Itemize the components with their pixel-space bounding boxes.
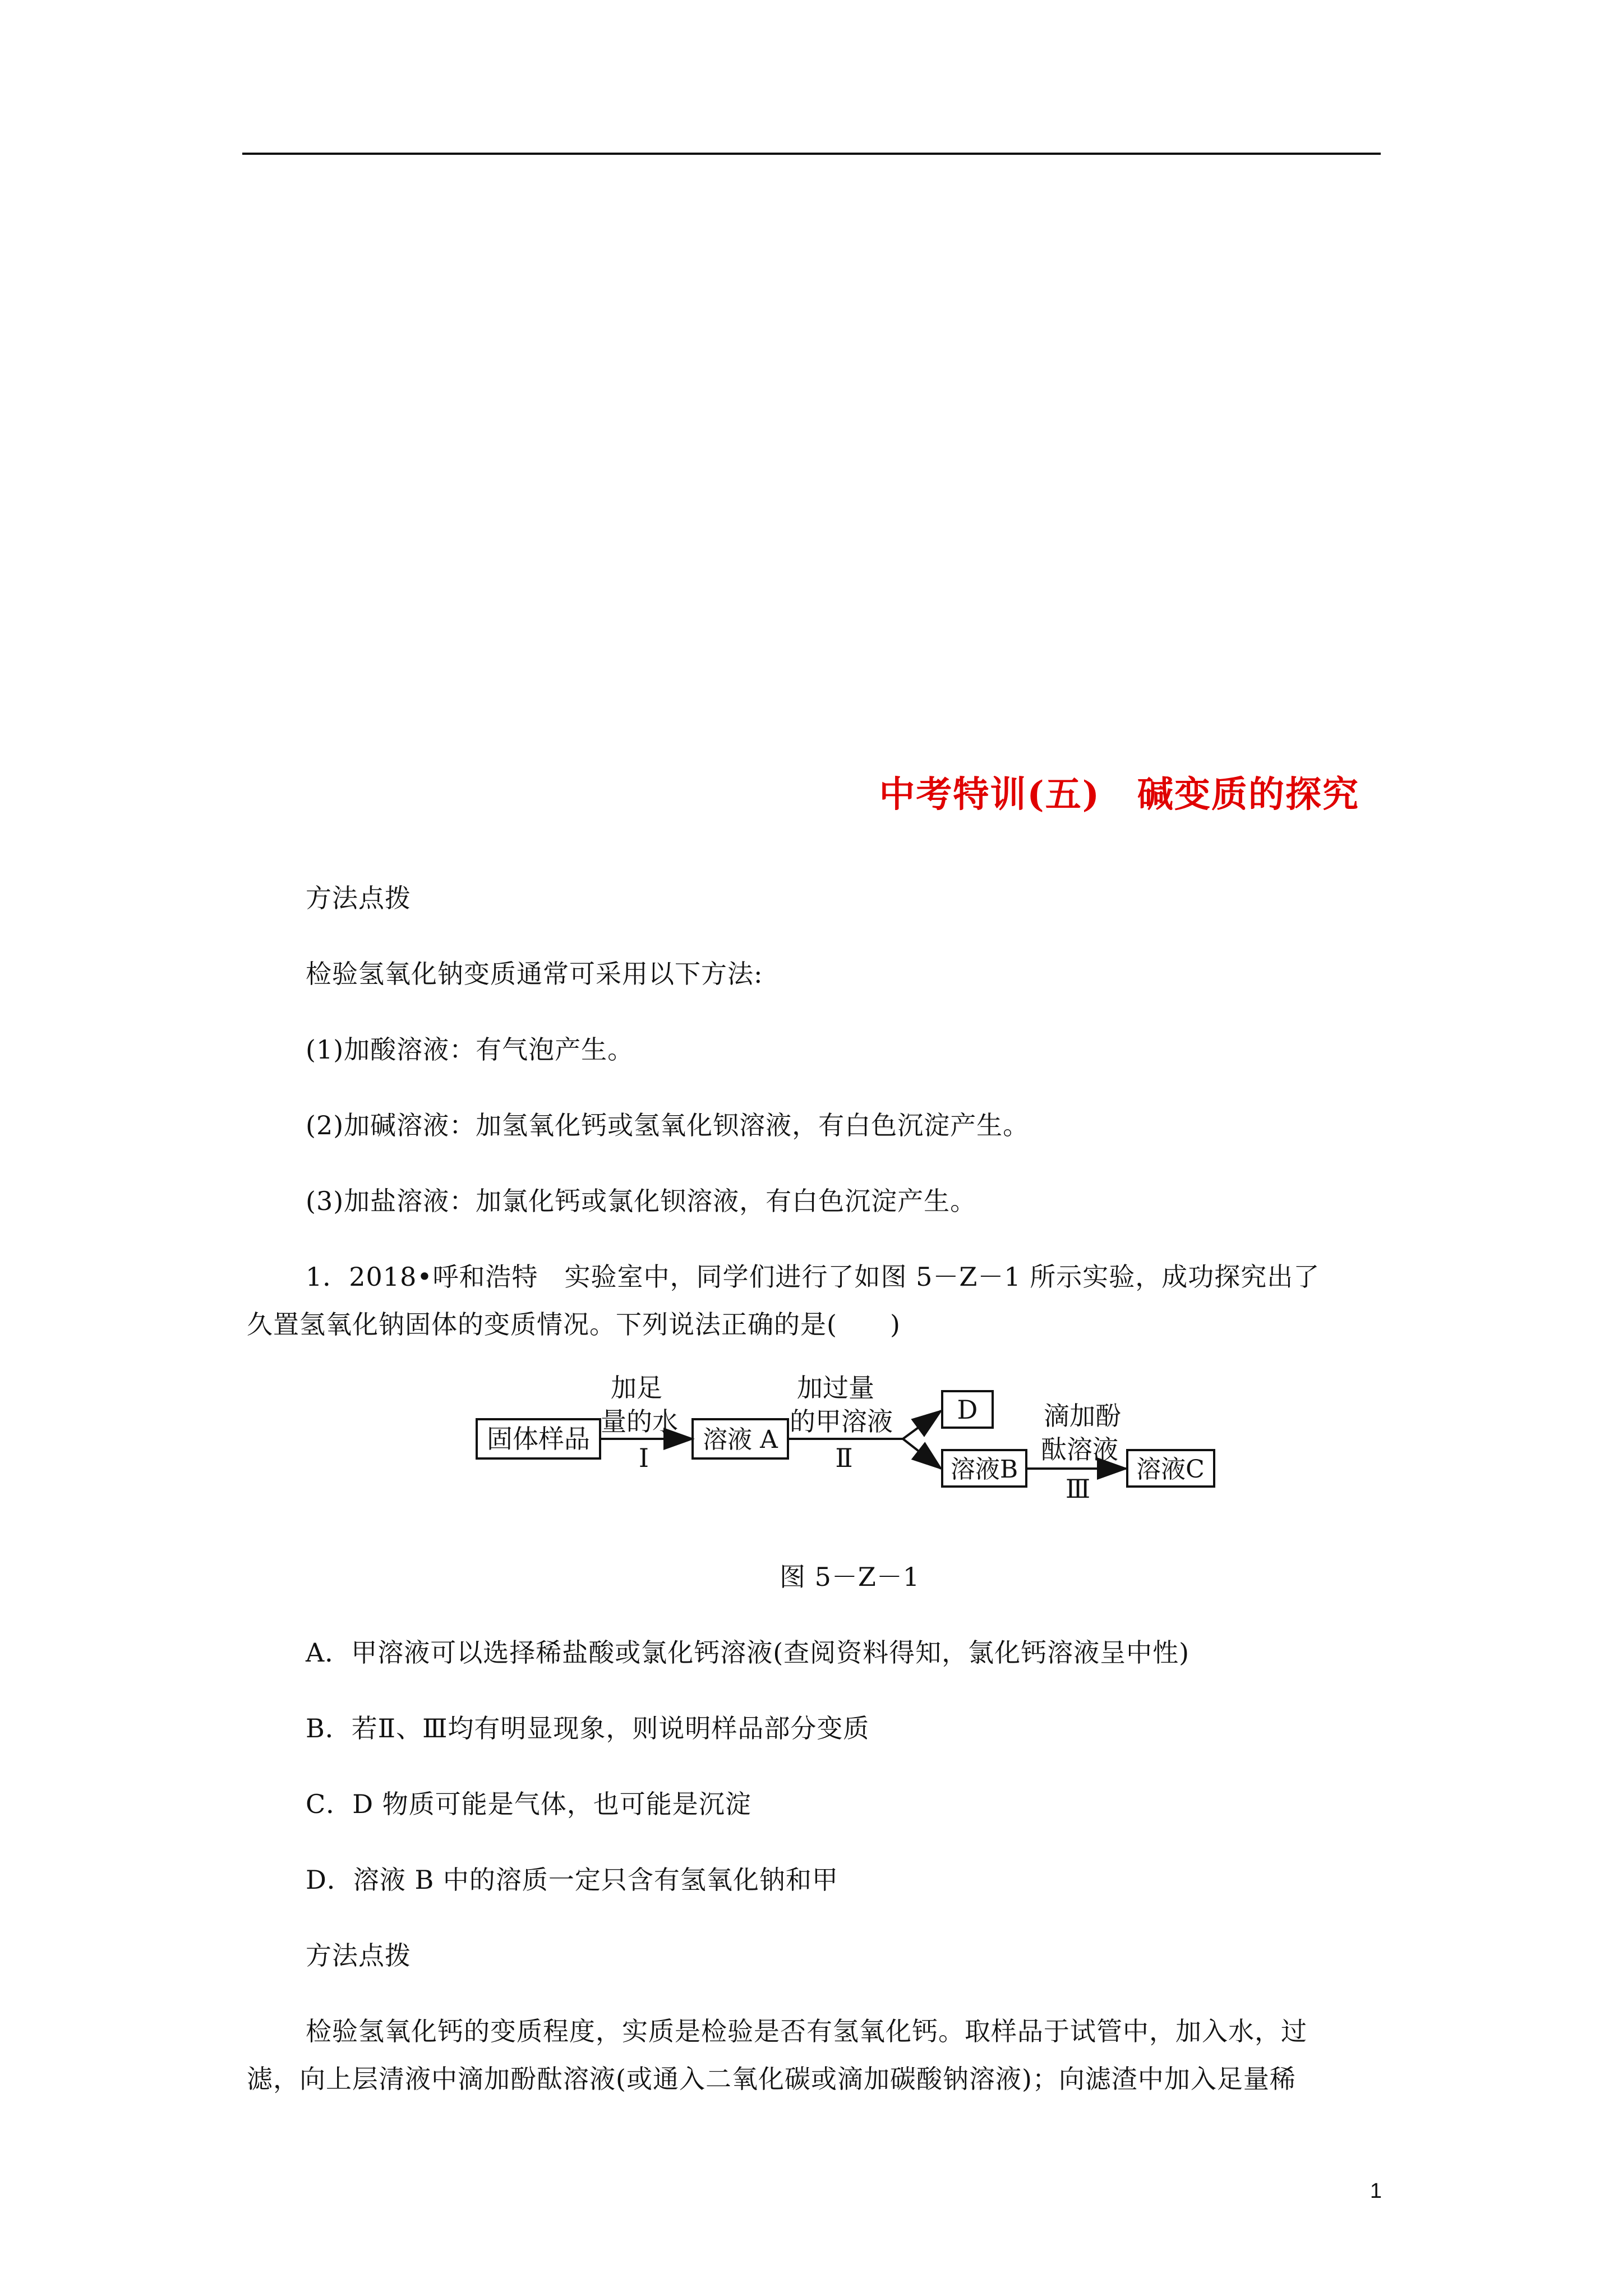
step-1-line-2: 量的水	[601, 1406, 678, 1437]
method-heading-2: 方法点拨	[306, 1940, 411, 1971]
box-solution-a-label: 溶液 A	[703, 1425, 778, 1454]
method-2-line-1: 检验氢氧化钙的变质程度，实质是检验是否有氢氧化钙。取样品于试管中，加入水，过	[306, 2016, 1307, 2046]
arrow-to-d	[903, 1411, 941, 1439]
method-heading-1: 方法点拨	[306, 883, 411, 913]
page-number: 1	[1370, 2179, 1382, 2203]
box-solution-b-label: 溶液B	[950, 1455, 1018, 1484]
flow-diagram	[471, 1369, 1223, 1554]
option-c: C．D 物质可能是气体，也可能是沉淀	[306, 1789, 751, 1819]
step-2-line-1: 加过量	[797, 1373, 874, 1403]
option-b: B．若Ⅱ、Ⅲ均有明显现象，则说明样品部分变质	[306, 1713, 870, 1743]
method-item-3: (3)加盐溶液：加氯化钙或氯化钡溶液，有白色沉淀产生。	[306, 1186, 977, 1216]
box-sample-label: 固体样品	[487, 1424, 590, 1454]
option-d: D．溶液 B 中的溶质一定只含有氢氧化钠和甲	[306, 1865, 838, 1895]
question-1-line-1: 1．2018•呼和浩特 实验室中，同学们进行了如图 5－Z－1 所示实验，成功探究出了	[306, 1262, 1320, 1292]
header-rule	[242, 153, 1381, 155]
box-d-label: D	[957, 1395, 978, 1425]
method-item-2: (2)加碱溶液：加氢氧化钙或氢氧化钡溶液，有白色沉淀产生。	[306, 1110, 1030, 1140]
step-3-number: Ⅲ	[1065, 1474, 1091, 1504]
method-2-line-2: 滤，向上层清液中滴加酚酞溶液(或通入二氧化碳或滴加碳酸钠溶液)；向滤渣中加入足量稀	[247, 2064, 1296, 2094]
method-item-1: (1)加酸溶液：有气泡产生。	[306, 1034, 634, 1065]
step-3-line-1: 滴加酚	[1044, 1401, 1121, 1431]
figure-caption: 图 5－Z－1	[780, 1562, 920, 1592]
step-2-number: Ⅱ	[835, 1443, 853, 1473]
method-intro: 检验氢氧化钠变质通常可采用以下方法:	[306, 959, 763, 989]
question-1-line-2: 久置氢氧化钠固体的变质情况。下列说法正确的是( )	[247, 1309, 901, 1340]
option-a: A．甲溶液可以选择稀盐酸或氯化钙溶液(查阅资料得知，氯化钙溶液呈中性)	[306, 1637, 1190, 1668]
step-1-line-1: 加足	[611, 1373, 662, 1403]
page-title: 中考特训(五) 碱变质的探究	[879, 774, 1359, 816]
step-1-number: Ⅰ	[638, 1443, 649, 1473]
step-2-line-2: 的甲溶液	[790, 1406, 893, 1437]
arrow-to-solution-b	[903, 1439, 941, 1469]
step-3-line-2: 酞溶液	[1041, 1434, 1118, 1465]
box-solution-c-label: 溶液C	[1136, 1455, 1205, 1484]
